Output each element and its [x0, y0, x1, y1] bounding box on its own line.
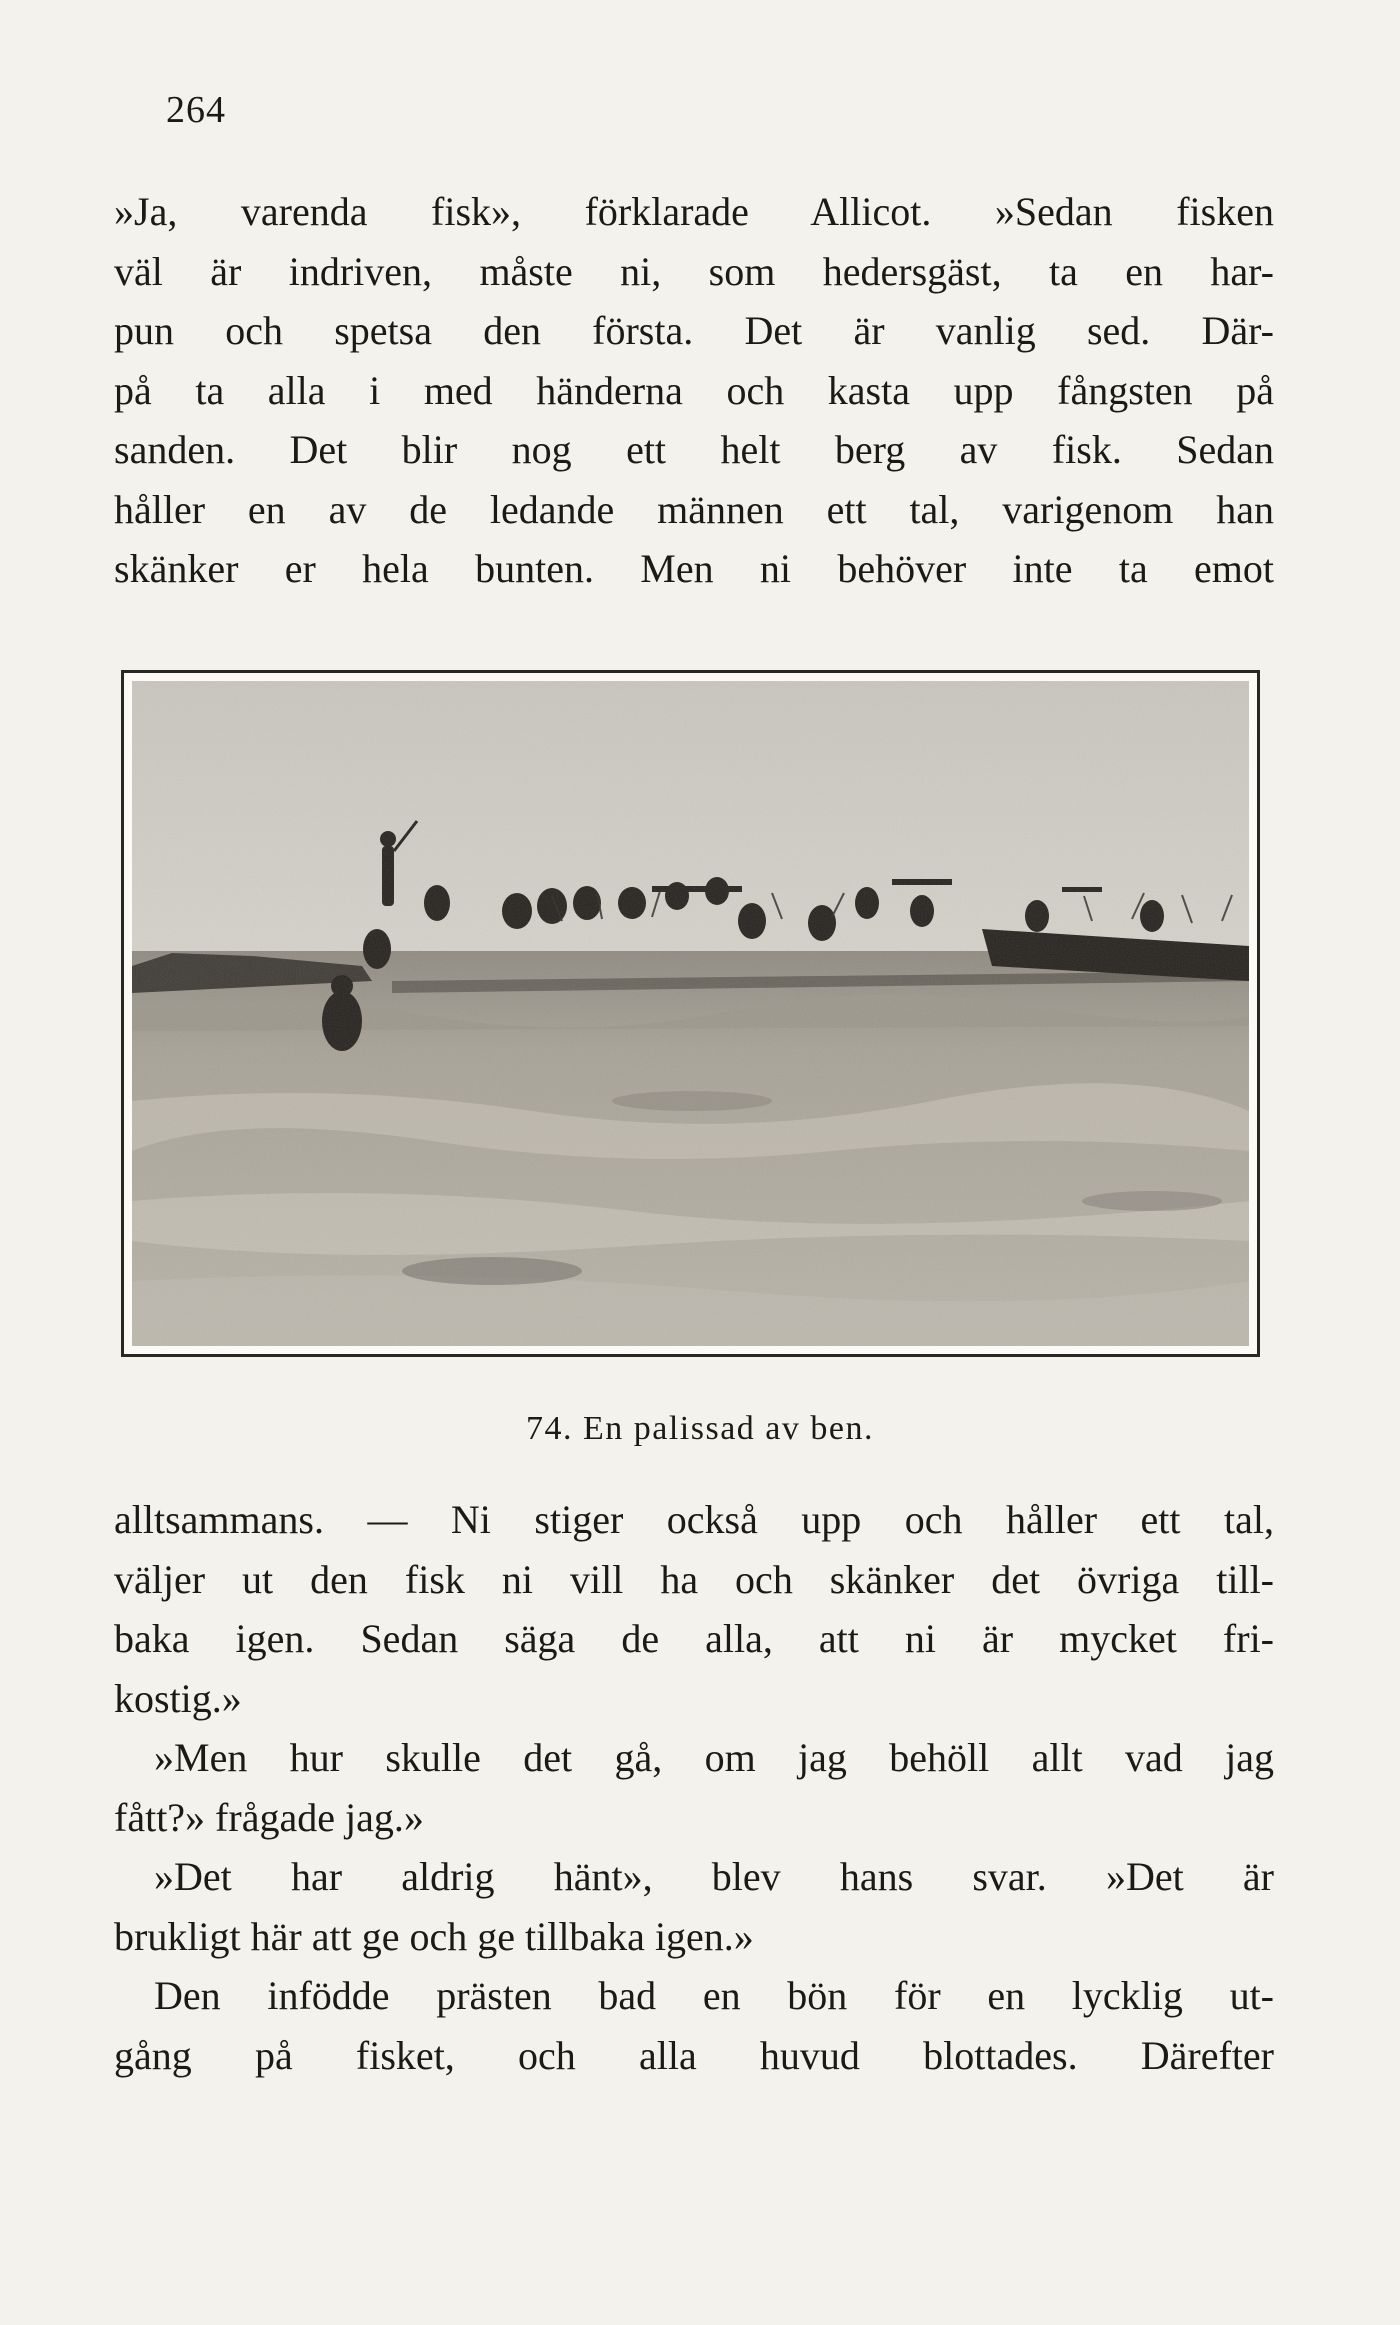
text-block-bottom: [114, 1490, 1274, 2085]
text-line: »Det har aldrig hänt», blev hans svar. »Det är: [154, 1854, 1274, 1899]
figure-caption-text: En palissad av ben.: [583, 1410, 874, 1447]
text-line: sanden. Det blir nog ett helt berg av fisk. Sedan: [114, 427, 1274, 472]
page-number: 264: [166, 89, 226, 131]
text-line: väljer ut den fisk ni vill ha och skänker det övriga till-: [114, 1556, 1274, 1602]
text-line: fått?» frågade jag.»: [114, 1794, 424, 1840]
text-block-top: [114, 182, 1274, 599]
figure-caption: [0, 1410, 1400, 1448]
text-line: väl är indriven, måste ni, som hedersgäst, ta en har-: [114, 248, 1274, 294]
text-line: baka igen. Sedan säga de alla, att ni är mycket fri-: [114, 1616, 1274, 1661]
text-line: skänker er hela bunten. Men ni behöver inte ta emot: [114, 546, 1274, 591]
text-line: pun och spetsa den första. Det är vanlig sed. Där-: [114, 308, 1274, 353]
figure-frame: [121, 670, 1260, 1357]
text-line: på ta alla i med händerna och kasta upp fångsten på: [114, 367, 1274, 413]
text-line: gång på fisket, och alla huvud blottades. Därefter: [114, 2032, 1274, 2078]
text-line: alltsammans. — Ni stiger också upp och håller ett tal,: [114, 1497, 1274, 1542]
text-line: håller en av de ledande männen ett tal, varigenom han: [114, 486, 1274, 532]
text-line: brukligt här att ge och ge tillbaka igen.»: [114, 1913, 754, 1959]
figure-number: 74.: [526, 1410, 573, 1447]
text-line: Den infödde prästen bad en bön för en lycklig ut-: [154, 1973, 1274, 2018]
photograph: [132, 681, 1249, 1346]
text-line: »Ja, varenda fisk», förklarade Allicot. »Sedan fisken: [114, 189, 1274, 234]
text-line: »Men hur skulle det gå, om jag behöll allt vad jag: [154, 1735, 1274, 1780]
text-line: kostig.»: [114, 1675, 242, 1721]
